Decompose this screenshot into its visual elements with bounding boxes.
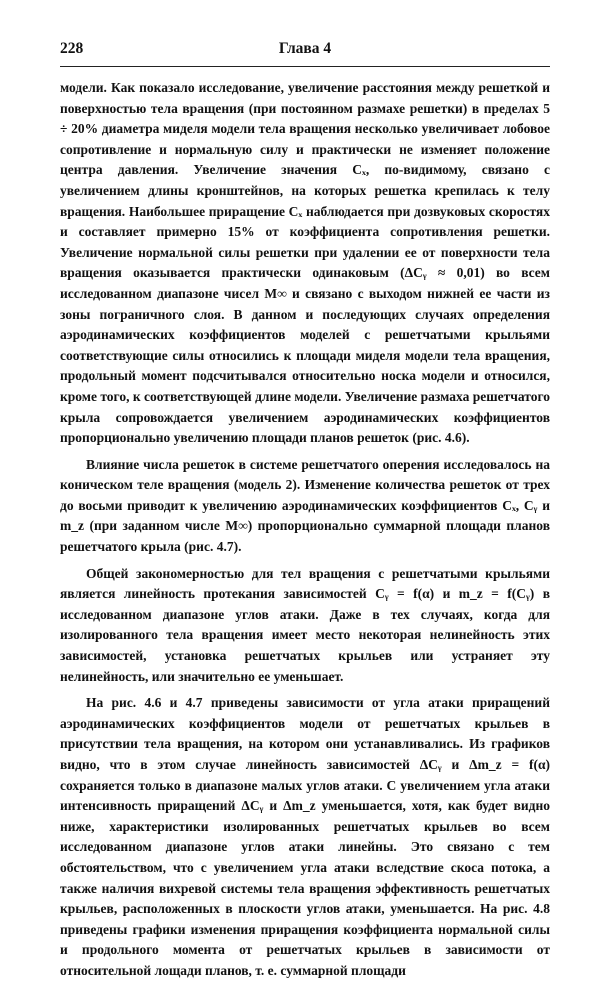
paragraph: Общей закономерностью для тел вращения с решетчатыми крыльями является линейность протекания зависимостей Cᵧ = f(α) и m_z = f(Cᵧ) в исследованном диапазоне углов атаки. Даже в тех случаях, когда для изолированного тела вращения имеет место некоторая нелинейность этих зависимостей, установка решетчатых крыльев или устраняет эту нелинейность, или значительно ее уменьшает. — [60, 565, 550, 684]
paragraph: Влияние числа решеток в системе решетчатого оперения исследовалось на коническом теле вращения (модель 2). Изменение количества решеток от трех до восьми приводит к увеличению аэродинамических коэффициентов Cₓ, Cᵧ и m_z (при заданном числе M∞) пропорционально суммарной площади планов решетчатого крыла (рис. 4.7). — [60, 456, 550, 555]
chapter-title: Глава 4 — [278, 40, 332, 57]
body-text — [60, 78, 550, 988]
page-number: 228 — [60, 40, 84, 57]
paragraph: модели. Как показало исследование, увеличение расстояния между решеткой и поверхностью тела вращения (при постоянном размахе решетки) в пределах 5 ÷ 20% диаметра миделя модели тела вращения несколько увеличивает лобовое сопротивление и нормальную силу и практически не изменяет положение центра давления. Увеличение значения Cₓ, по-видимому, связано с увеличением длины кронштейнов, на которых решетка крепилась к телу вращения. Наибольшее приращение Cₓ наблюдается при дозвуковых скоростях и составляет примерно 15% от коэффициента сопротивления решетки. Увеличение нормальной силы решетки при удалении ее от поверхности тела вращения оказывается практически одинаковым (ΔCᵧ ≈ 0,01) во всем исследованном диапазоне чисел M∞ и связано с выходом нижней ее части из зоны пограничного слоя. В данном и последующих случаях определения аэродинамических коэффициентов моделей с решетчатыми крыльями соответствующие силы относились к площади миделя модели тела вращения, продольный момент подсчитывался относительно носка модели и относился, кроме того, к соответствующей длине модели. Увеличение размаха решетчатого крыла сопровождается увеличением аэродинамических коэффициентов пропорционально увеличению площади планов решеток (рис. 4.6). — [60, 80, 550, 446]
running-header — [60, 32, 550, 67]
paragraph: На рис. 4.6 и 4.7 приведены зависимости от угла атаки приращений аэродинамических коэффициентов модели от решетчатых крыльев в присутствии тела вращения, на котором они устанавливались. Из графиков видно, что в этом случае линейность зависимостей ΔCᵧ и Δm_z = f(α) сохраняется только в диапазоне малых углов атаки. С увеличением угла атаки интенсивность приращений ΔCᵧ и Δm_z уменьшается, хотя, как будет видно ниже, характеристики изолированных решетчатых крыльев во всем исследованном диапазоне углов атаки линейны. Это связано с тем обстоятельством, что с увеличением угла атаки вследствие скоса потока, а также наличия вихревой системы тела вращения эффективность решетчатых крыльев, расположенных в плоскости углов атаки, уменьшается. На рис. 4.8 приведены графики изменения приращения коэффициента нормальной силы и продольного момента от решетчатых крыльев в зависимости от относительной лощади планов, т. е. суммарной площади — [60, 695, 550, 978]
